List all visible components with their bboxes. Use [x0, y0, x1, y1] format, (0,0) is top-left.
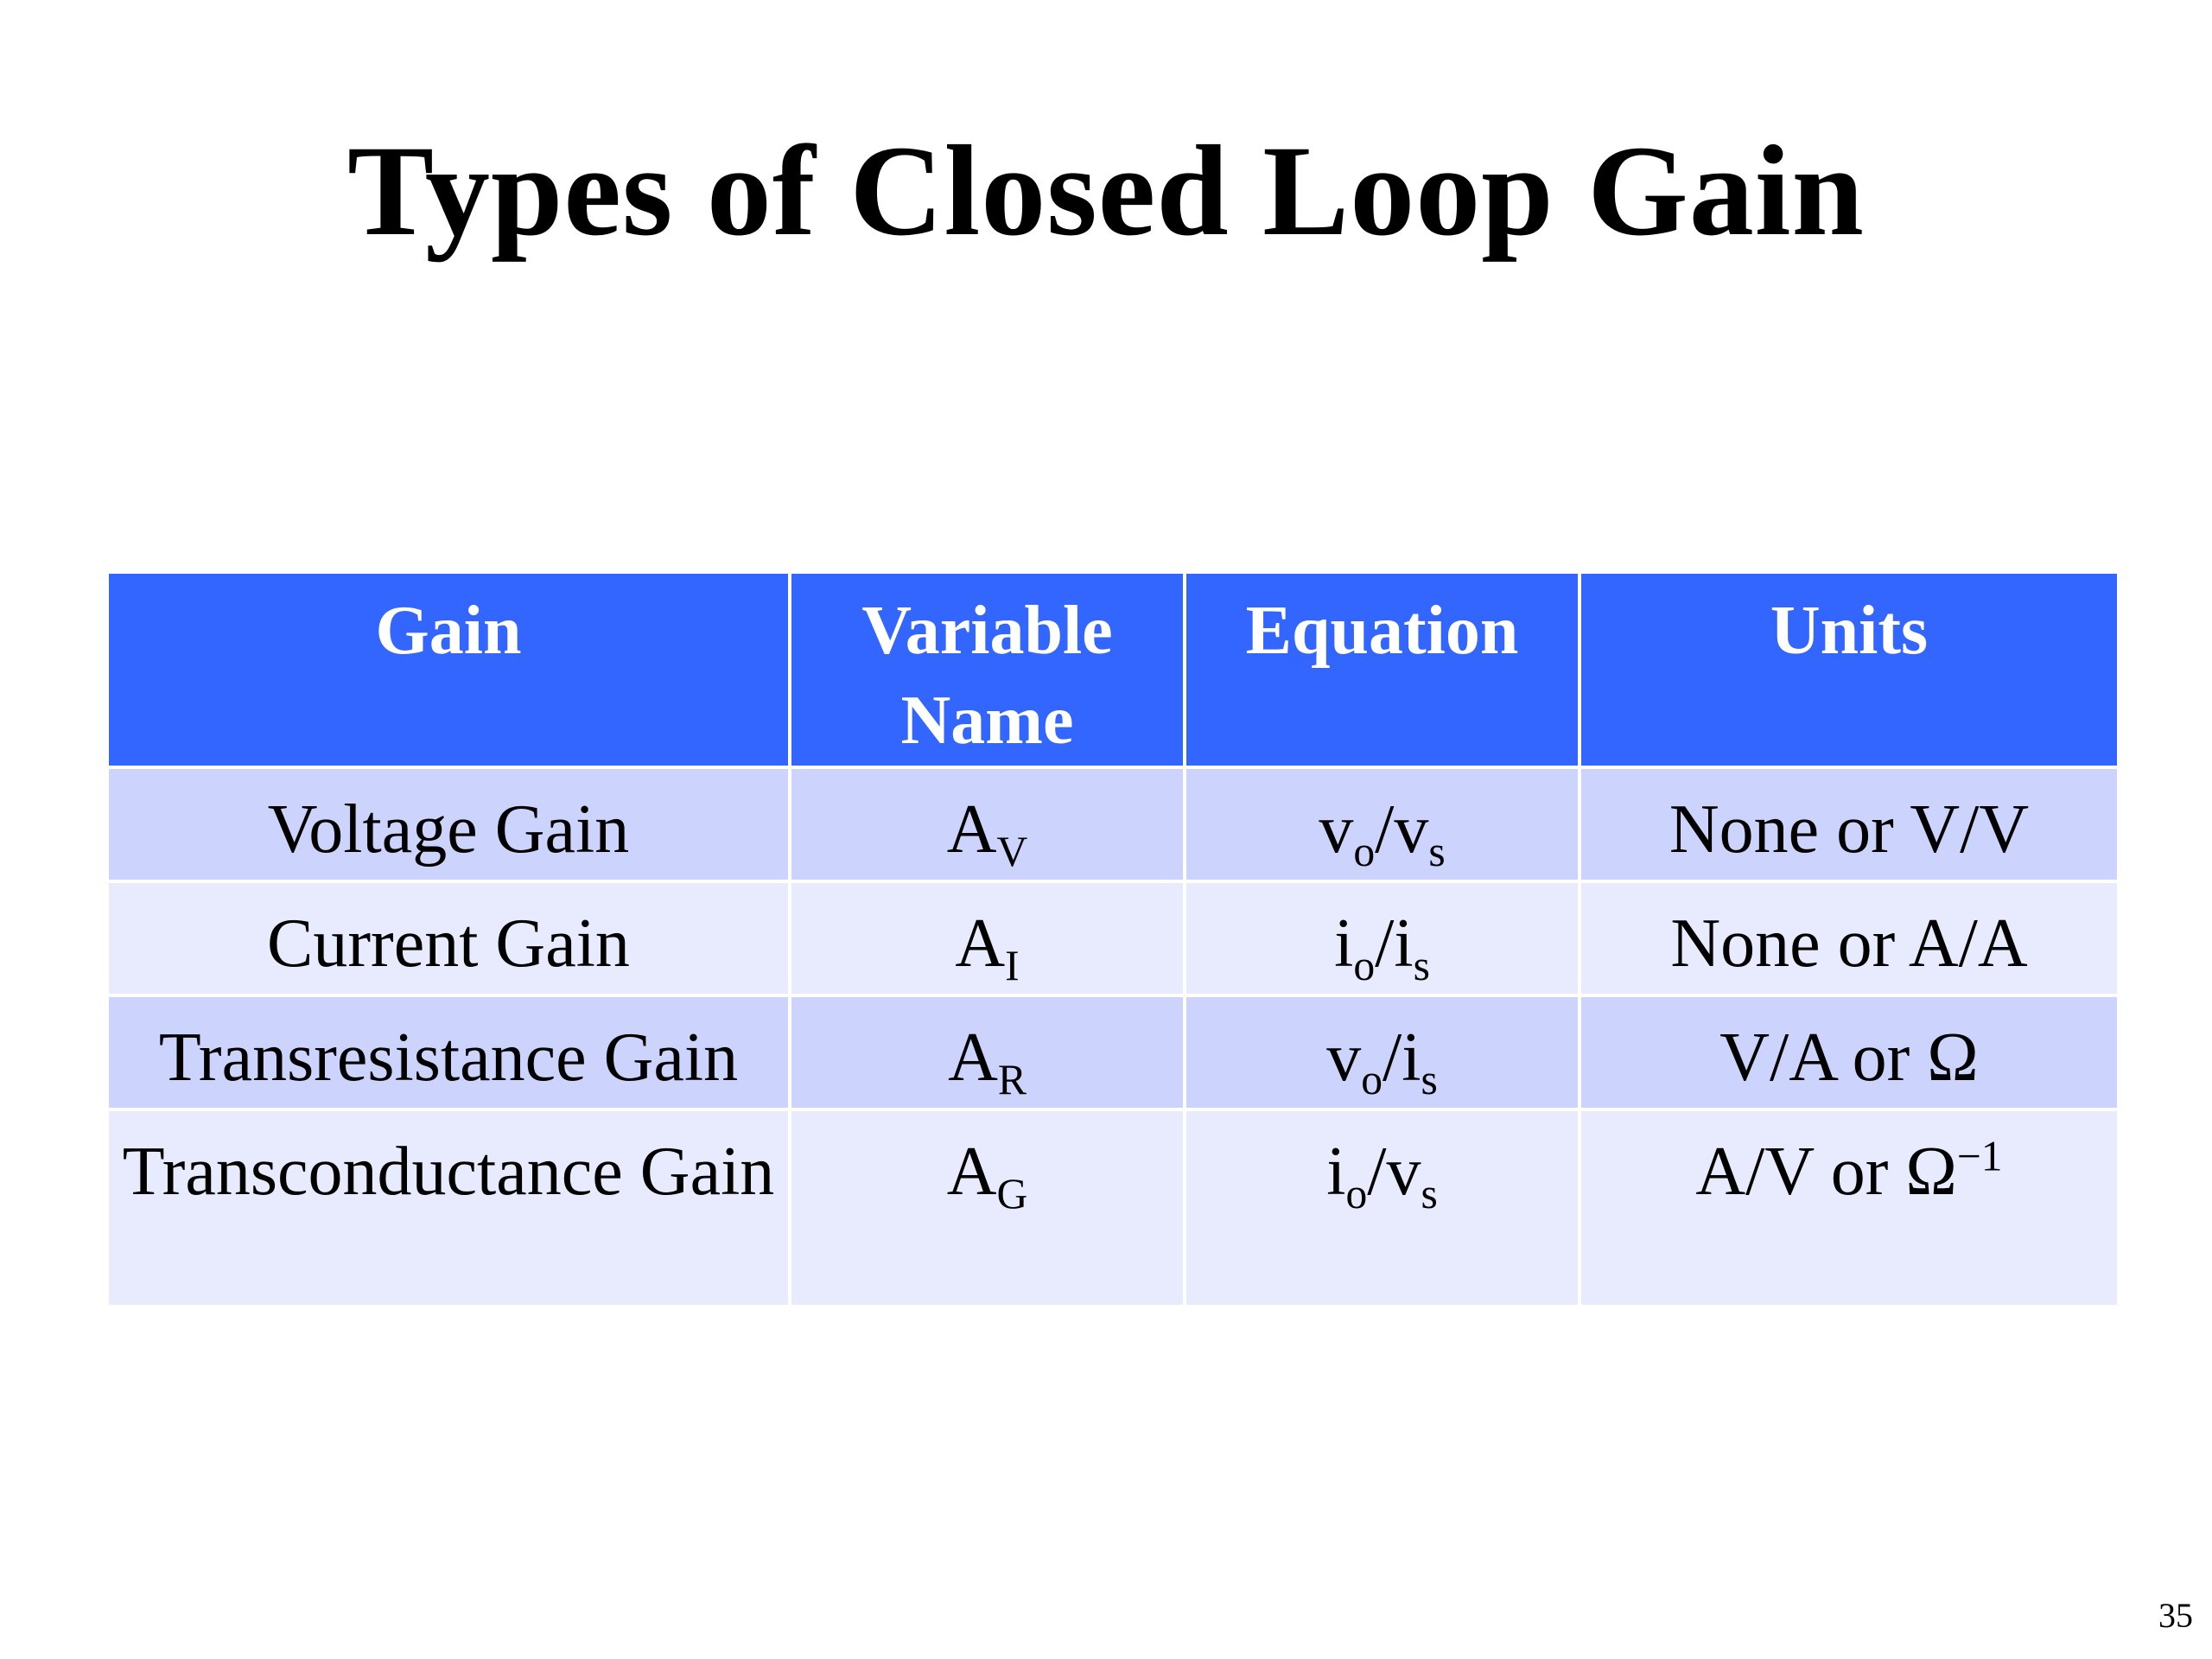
- equation-cell: $i_o/v_s$: [1185, 1109, 1580, 1306]
- table-header-row: [107, 572, 2119, 767]
- table-row: [107, 767, 2119, 881]
- equation-numerator-subscript: o: [1345, 1169, 1368, 1217]
- variable-subscript: R: [997, 1055, 1027, 1103]
- equation-denominator-subscript: s: [1428, 827, 1446, 875]
- equation-cell: $i_o/i_s$: [1185, 881, 1580, 995]
- equation-denominator-subscript: s: [1413, 941, 1430, 989]
- variable-base: A: [946, 791, 997, 868]
- gain-name-cell: Transconductance Gain: [107, 1109, 790, 1306]
- equation-cell: $v_o/v_s$: [1185, 767, 1580, 881]
- equation-denominator-subscript: s: [1421, 1169, 1438, 1217]
- header-gain: Gain: [107, 572, 790, 767]
- header-units: Units: [1580, 572, 2119, 767]
- units-cell: [1580, 881, 2119, 995]
- variable-subscript: G: [996, 1169, 1028, 1217]
- variable-cell: [790, 1109, 1185, 1306]
- variable-base: A: [955, 906, 1006, 982]
- units-text: V/A or Ω: [1719, 1020, 1979, 1096]
- variable-subscript: V: [996, 827, 1028, 875]
- gain-name-cell: Current Gain: [107, 881, 790, 995]
- equation-denominator-subscript: s: [1421, 1055, 1438, 1103]
- table-row: [107, 995, 2119, 1109]
- equation-numerator: i: [1326, 1134, 1346, 1210]
- equation-cell: $v_o/i_s$: [1185, 995, 1580, 1109]
- table-row: [107, 881, 2119, 995]
- gain-name-cell: Voltage Gain: [107, 767, 790, 881]
- units-cell: [1580, 767, 2119, 881]
- variable-base: A: [946, 1134, 997, 1210]
- equation-numerator: v: [1319, 791, 1354, 868]
- equation-denominator: v: [1386, 1134, 1421, 1210]
- variable-cell: [790, 995, 1185, 1109]
- slide-title: Types of Closed Loop Gain: [347, 118, 1865, 263]
- equation-numerator-subscript: o: [1353, 827, 1376, 875]
- equation-denominator: v: [1394, 791, 1429, 868]
- equation-numerator-subscript: o: [1353, 941, 1376, 989]
- units-superscript: −1: [1956, 1132, 2003, 1180]
- variable-cell: [790, 881, 1185, 995]
- equation-numerator-subscript: o: [1361, 1055, 1382, 1103]
- units-text: None or A/A: [1670, 906, 2028, 982]
- variable-base: A: [948, 1020, 998, 1096]
- header-variable-name: Variable Name: [790, 572, 1185, 767]
- gain-name-cell: Transresistance Gain: [107, 995, 790, 1109]
- gain-types-table: [105, 570, 2120, 1308]
- equation-numerator: v: [1326, 1020, 1362, 1096]
- units-cell: [1580, 995, 2119, 1109]
- table-row: [107, 1109, 2119, 1306]
- equation-numerator: i: [1334, 906, 1354, 982]
- equation-denominator: i: [1402, 1020, 1421, 1096]
- equation-denominator: i: [1394, 906, 1414, 982]
- units-cell: [1580, 1109, 2119, 1306]
- units-text: A/V or Ω: [1695, 1134, 1957, 1210]
- variable-subscript: I: [1005, 941, 1020, 989]
- page-number: 35: [2158, 1596, 2193, 1635]
- variable-cell: [790, 767, 1185, 881]
- header-equation: Equation: [1185, 572, 1580, 767]
- units-text: None or V/V: [1669, 791, 2030, 868]
